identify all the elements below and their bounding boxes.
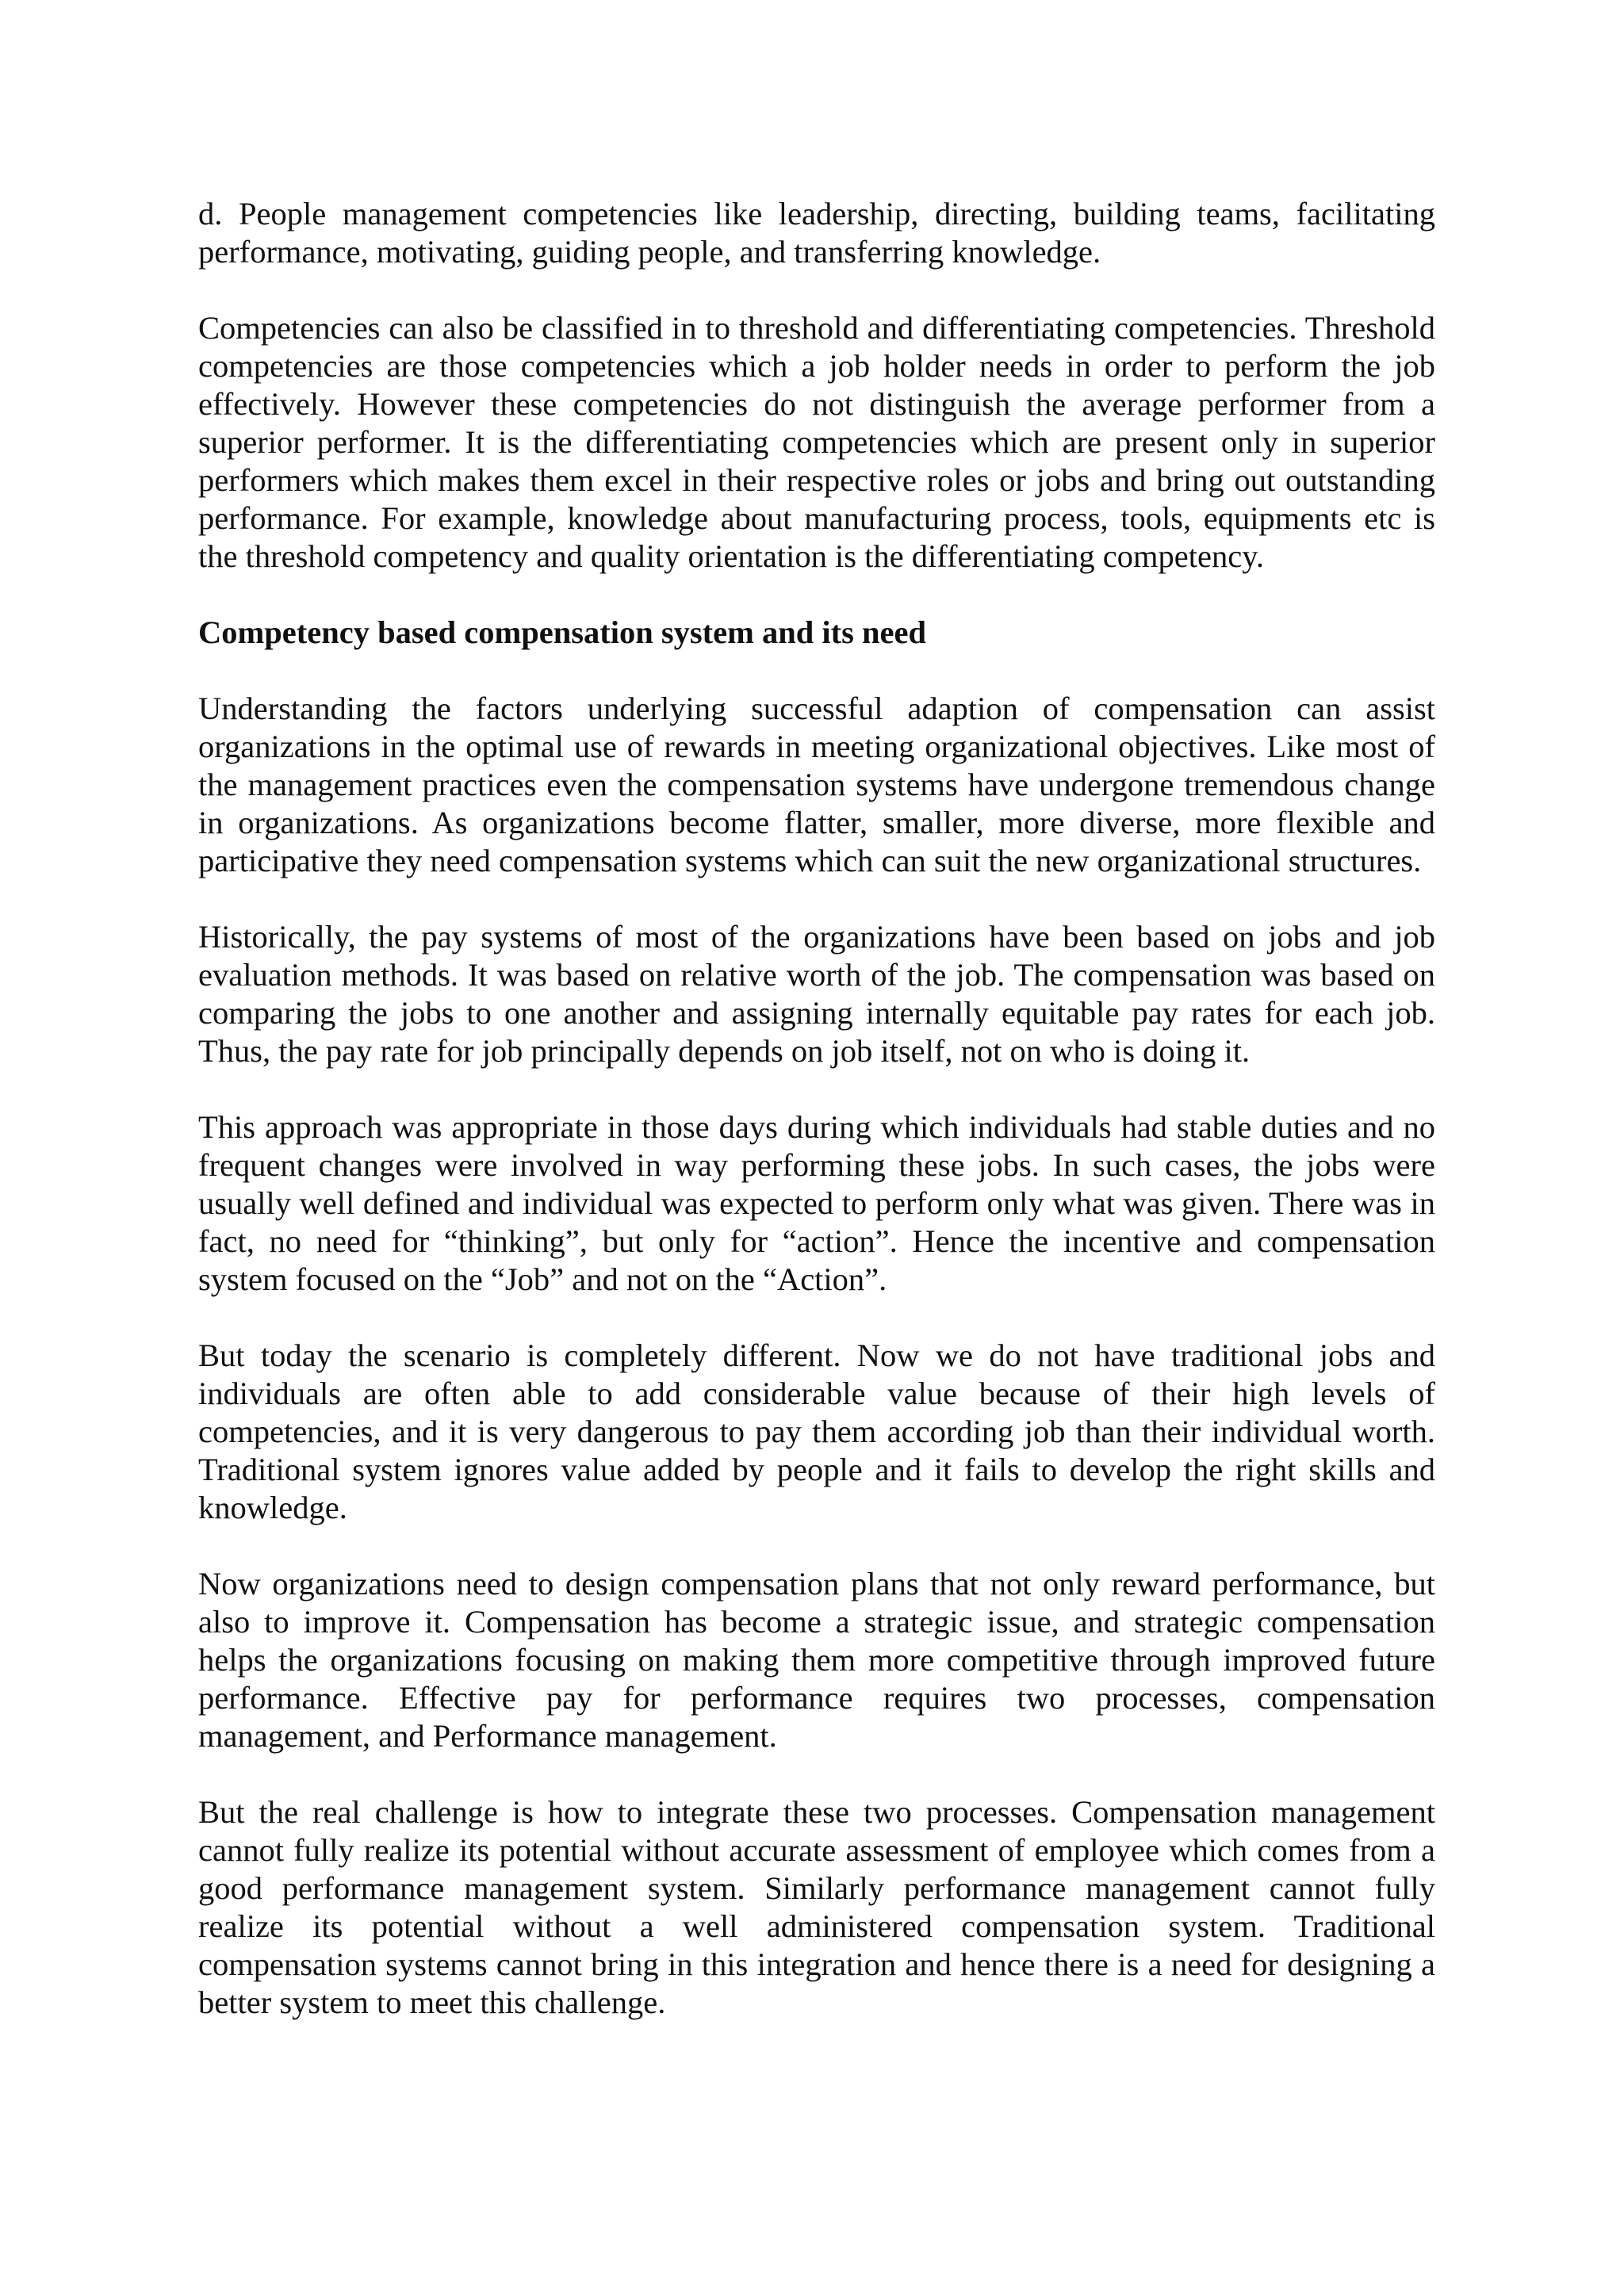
paragraph-this-approach: This approach was appropriate in those days during which individuals had stable duties and no frequent changes were involved in way performing these jobs. In such cases, the jobs were usually well defined and individual was expected to perform only what was given. There was in fact, no need for “thinking”, but only for “action”. Hence the incentive and compensation system focused on the “Job” and not on the “Action”. — [198, 1109, 1435, 1297]
paragraph-real-challenge: But the real challenge is how to integrate these two processes. Compensation management cannot fully realize its potential without accurate assessment of employee which comes from a good performance management system. Similarly performance management cannot fully realize its potential without a well administered compensation system. Traditional compensation systems cannot bring in this integration and hence there is a need for designing a better system to meet this challenge. — [198, 1794, 1435, 2020]
paragraph-people-management-competencies: d. People management competencies like leadership, directing, building teams, facilitating performance, motivating, guiding people, and transferring knowledge. — [198, 196, 1435, 270]
paragraph-now-organizations: Now organizations need to design compensation plans that not only reward performance, but also to improve it. Compensation has become a strategic issue, and strategic compensation helps the organizations focusing on making them more competitive through improved future performance. Effective pay for performance requires two processes, compensation management, and Performance management. — [198, 1566, 1435, 1754]
section-heading: Competency based compensation system and its need — [198, 614, 927, 650]
paragraph-understanding-factors: Understanding the factors underlying successful adaption of compensation can assist organizations in the optimal use of rewards in meeting organizational objectives. Like most of the management practices even the compensation systems have undergone tremendous change in organizations. As organizations become flatter, smaller, more diverse, more flexible and participative they need compensation systems which can suit the new organizational structures. — [198, 691, 1435, 878]
paragraph-historically: Historically, the pay systems of most of the organizations have been based on jobs and job evaluation methods. It was based on relative worth of the job. The compensation was based on comparing the jobs to one another and assigning internally equitable pay rates for each job. Thus, the pay rate for job principally depends on job itself, not on who is doing it. — [198, 919, 1435, 1069]
paragraph-threshold-differentiating: Competencies can also be classified in to threshold and differentiating competencies. Threshold competencies are those competencies which a job holder needs in order to perform the job effectively. However these competencies do not distinguish the average performer from a superior performer. It is the differentiating competencies which are present only in superior performers which makes them excel in their respective roles or jobs and bring out outstanding performance. For example, knowledge about manufacturing process, tools, equipments etc is the threshold competency and quality orientation is the differentiating competency. — [198, 310, 1435, 574]
paragraph-but-today: But today the scenario is completely different. Now we do not have traditional jobs and individuals are often able to add considerable value because of their high levels of competencies, and it is very dangerous to pay them according job than their individual worth. Traditional system ignores value added by people and it fails to develop the right skills and knowledge. — [198, 1337, 1435, 1525]
page-body — [198, 195, 1435, 2060]
